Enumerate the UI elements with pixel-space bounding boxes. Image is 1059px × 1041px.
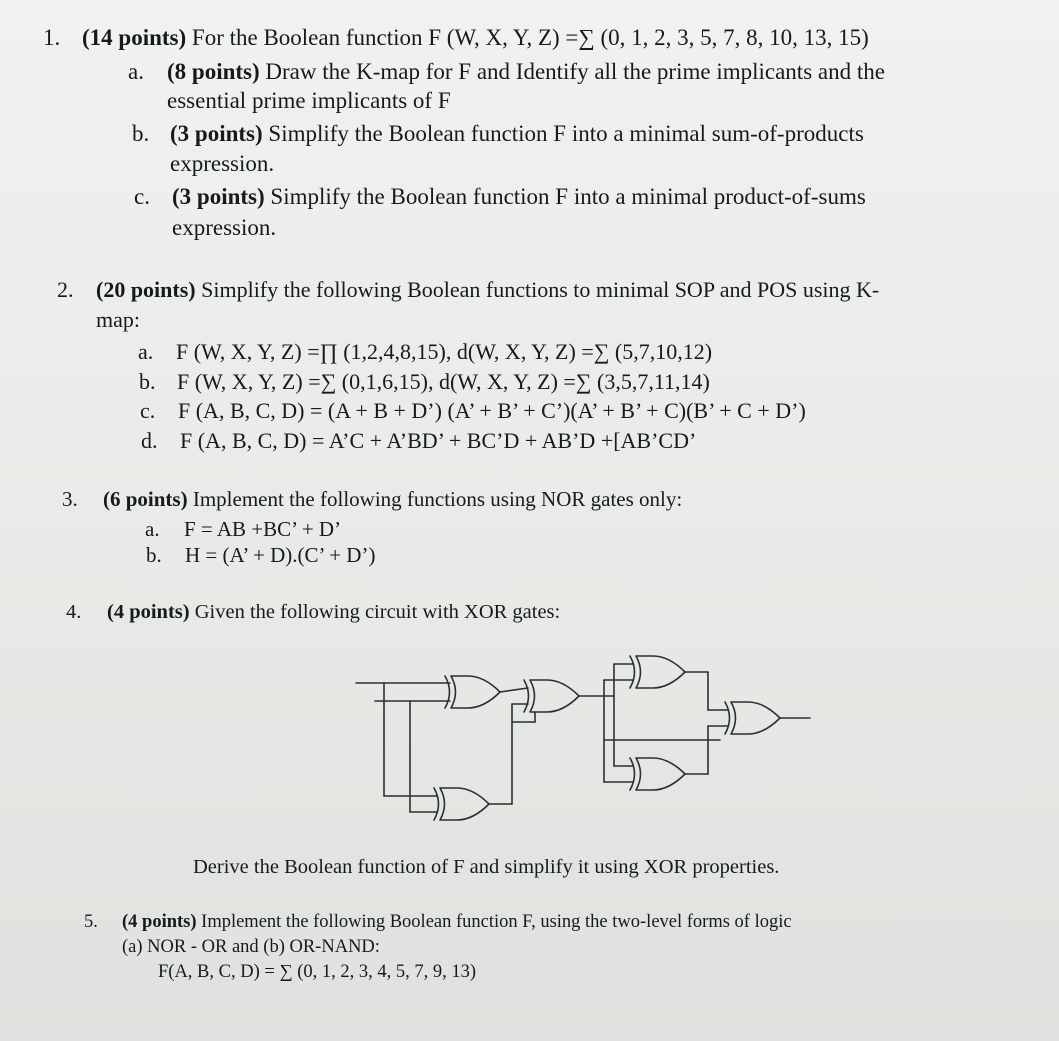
q5-number: 5. [84, 912, 98, 932]
q2-number: 2. [57, 277, 74, 302]
q3-b-letter: b. [146, 543, 162, 567]
q5-stem: (4 points) Implement the following Boolean function F, using the two-level forms of logic [122, 912, 792, 932]
q1-c-line2: expression. [172, 215, 277, 240]
q1-b-letter: b. [132, 121, 150, 146]
q3-b-text: H = (A’ + D).(C’ + D’) [185, 543, 376, 567]
q1-stem: (14 points) For the Boolean function F (W, X, Y, Z) =∑ (0, 1, 2, 3, 5, 7, 8, 10, 13, 15) [82, 25, 869, 50]
q1-a-letter: a. [128, 59, 144, 84]
q1-a-line1: (8 points) Draw the K-map for F and Identify all the prime implicants and the [167, 59, 885, 84]
q2-b-text: F (W, X, Y, Z) =∑ (0,1,6,15), d(W, X, Y, Z) =∑ (3,5,7,11,14) [177, 369, 710, 394]
q3-number: 3. [62, 487, 78, 511]
q2-b-letter: b. [139, 369, 156, 394]
q2-c-text: F (A, B, C, D) = (A + B + D’) (A’ + B’ + C’)(A’ + B’ + C)(B’ + C + D’) [178, 398, 806, 423]
q4-number: 4. [66, 601, 82, 623]
q3-stem: (6 points) Implement the following functions using NOR gates only: [103, 487, 683, 511]
q2-stem-line2: map: [96, 307, 140, 332]
xor-gate-4 [630, 758, 685, 790]
q1-c-letter: c. [134, 184, 150, 209]
q2-a-letter: a. [138, 339, 154, 364]
q2-a-text: F (W, X, Y, Z) =∏ (1,2,4,8,15), d(W, X, Y, Z) =∑ (5,7,10,12) [176, 339, 713, 364]
q4-derive-instruction: Derive the Boolean function of F and simplify it using XOR properties. [193, 856, 780, 878]
q5-function: F(A, B, C, D) = ∑ (0, 1, 2, 3, 4, 5, 7, 9, 13) [158, 962, 477, 982]
q5-forms: (a) NOR - OR and (b) OR-NAND: [122, 937, 380, 957]
q2-stem-line1: (20 points) Simplify the following Boolean functions to minimal SOP and POS using K- [96, 277, 880, 302]
q1-b-line1: (3 points) Simplify the Boolean function F into a minimal sum-of-products [170, 121, 864, 146]
q2-c-letter: c. [140, 398, 156, 423]
xor-gate-6 [434, 788, 489, 820]
q1-a-line2: essential prime implicants of F [167, 88, 451, 113]
q1-c-line1: (3 points) Simplify the Boolean function F into a minimal product-of-sums [172, 184, 866, 209]
xor-gate-2 [524, 680, 579, 712]
q3-a-text: F = AB +BC’ + D’ [184, 517, 342, 541]
xor-gate-1 [445, 676, 500, 708]
circuit-wires [356, 664, 810, 812]
q3-a-letter: a. [145, 517, 160, 541]
q2-d-text: F (A, B, C, D) = A’C + A’BD’ + BC’D + AB’D +[AB’CD’ [180, 428, 697, 453]
q1-number: 1. [43, 25, 61, 50]
q1-b-line2: expression. [170, 151, 275, 176]
q4-stem: (4 points) Given the following circuit with XOR gates: [107, 601, 561, 623]
xor-gate-5 [725, 702, 780, 734]
xor-gate-3 [630, 656, 685, 688]
q2-d-letter: d. [141, 428, 158, 453]
